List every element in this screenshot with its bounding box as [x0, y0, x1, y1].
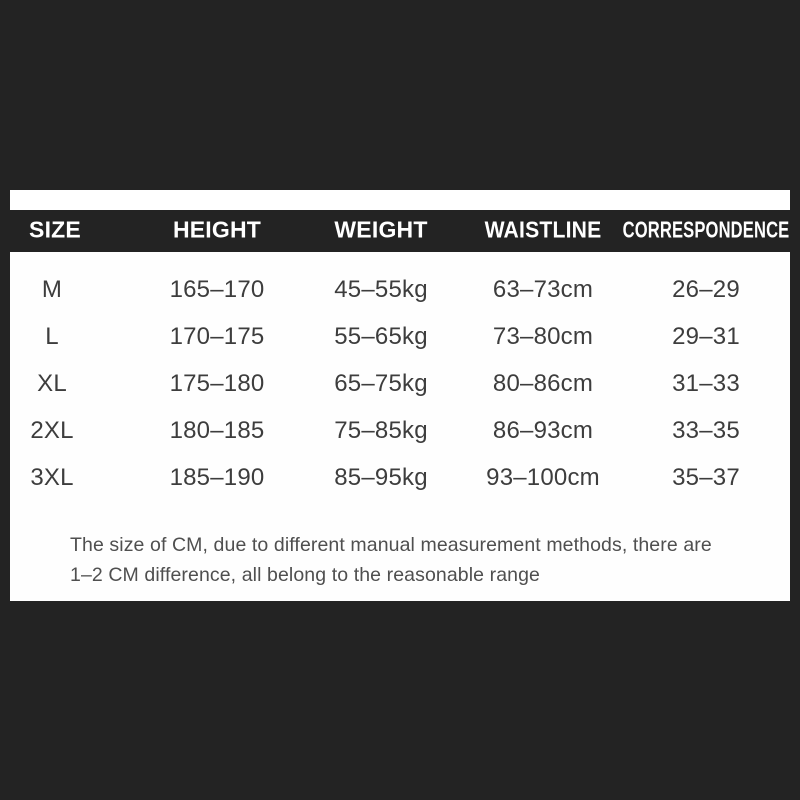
column-header-correspondence: CORRESPONDENCE	[622, 216, 790, 243]
table-body-panel	[10, 252, 790, 601]
weight-cell: 55–65kg	[334, 323, 428, 350]
waistline-cell: 73–80cm	[492, 323, 594, 350]
size-cell: M	[41, 276, 63, 303]
correspondence-cell: 33–35	[672, 417, 740, 444]
height-cell: 170–175	[169, 323, 265, 350]
size-cell: L	[45, 323, 59, 350]
column-header-height: HEIGHT	[172, 216, 262, 243]
column-header-size: SIZE	[29, 216, 81, 243]
correspondence-cell: 35–37	[672, 464, 740, 491]
correspondence-cell: 29–31	[672, 323, 740, 350]
weight-cell: 75–85kg	[334, 417, 428, 444]
size-cell: 2XL	[30, 417, 74, 444]
top-white-strip	[10, 190, 790, 210]
column-header-waistline: WAISTLINE	[484, 216, 602, 243]
waistline-cell: 86–93cm	[492, 417, 594, 444]
size-cell: XL	[37, 370, 67, 397]
waistline-cell: 63–73cm	[492, 276, 594, 303]
measurement-note-line2: 1–2 CM difference, all belong to the reasonable range	[70, 564, 541, 586]
height-cell: 175–180	[169, 370, 265, 397]
weight-cell: 45–55kg	[334, 276, 428, 303]
measurement-note	[70, 530, 712, 590]
correspondence-cell: 26–29	[672, 276, 740, 303]
waistline-cell: 80–86cm	[492, 370, 594, 397]
weight-cell: 65–75kg	[334, 370, 428, 397]
size-cell: 3XL	[30, 464, 74, 491]
column-header-weight: WEIGHT	[334, 216, 428, 243]
measurement-note-line1: The size of CM, due to different manual measurement methods, there are	[70, 534, 712, 556]
waistline-cell: 93–100cm	[486, 464, 600, 491]
correspondence-cell: 31–33	[672, 370, 740, 397]
height-cell: 185–190	[169, 464, 265, 491]
height-cell: 165–170	[169, 276, 265, 303]
height-cell: 180–185	[169, 417, 265, 444]
weight-cell: 85–95kg	[334, 464, 428, 491]
